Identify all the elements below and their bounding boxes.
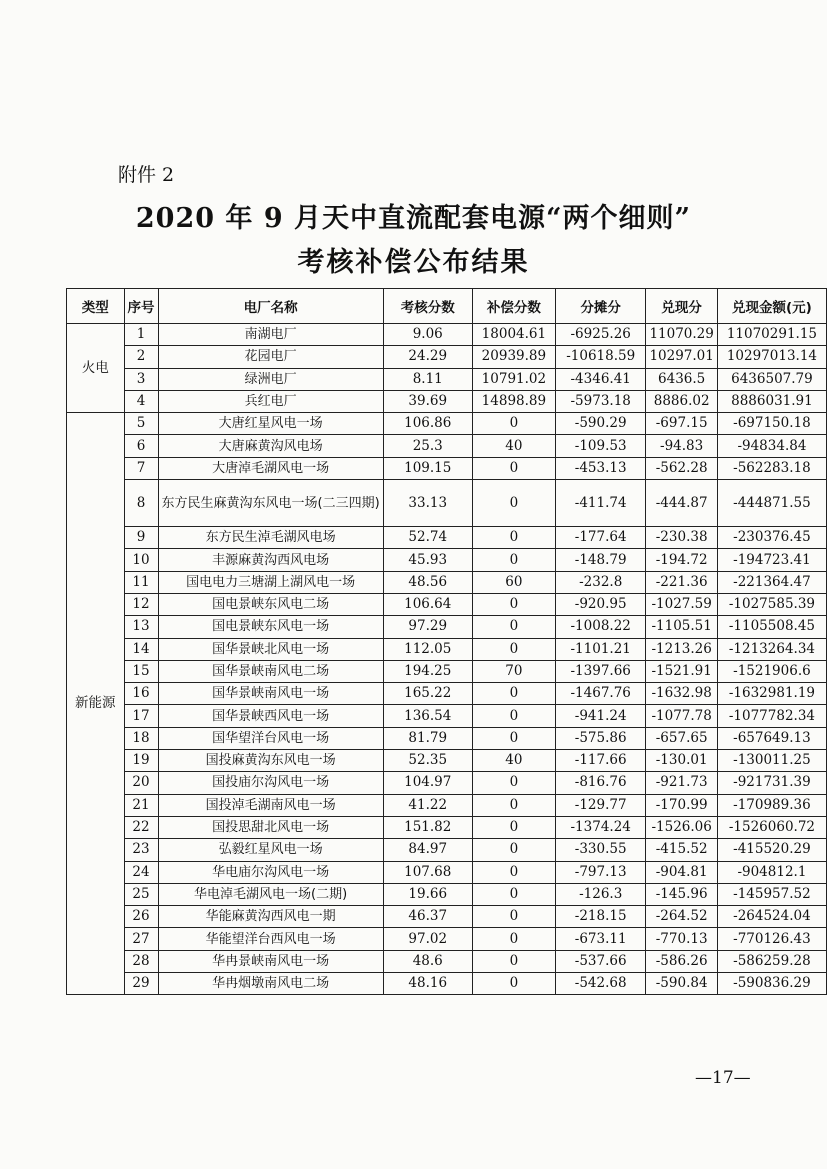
allocation-score: -232.8 (555, 571, 645, 593)
table-row (67, 593, 827, 615)
settlement-score: -590.84 (646, 973, 717, 995)
compensation-score: 0 (472, 906, 555, 928)
settlement-score: -1526.06 (646, 816, 717, 838)
table-header-row (67, 289, 827, 324)
allocation-score: -218.15 (555, 906, 645, 928)
settlement-score: -697.15 (646, 413, 717, 435)
compensation-score: 0 (472, 480, 555, 527)
settlement-amount: -657649.13 (717, 727, 826, 749)
header-compensation-score: 补偿分数 (472, 289, 555, 324)
allocation-score: -537.66 (555, 950, 645, 972)
category-cell: 火电 (67, 324, 125, 413)
assessment-score: 25.3 (383, 435, 472, 457)
table-row (67, 457, 827, 479)
settlement-amount: -264524.04 (717, 906, 826, 928)
settlement-amount: -170989.36 (717, 794, 826, 816)
plant-name: 国投麻黄沟东风电一场 (158, 750, 383, 772)
assessment-score: 9.06 (383, 324, 472, 346)
plant-name: 国华景峡南风电二场 (158, 660, 383, 682)
attachment-label: 附件 2 (118, 164, 175, 186)
allocation-score: -411.74 (555, 480, 645, 527)
table-row (67, 616, 827, 638)
allocation-score: -117.66 (555, 750, 645, 772)
allocation-score: -5973.18 (555, 390, 645, 412)
compensation-score: 0 (472, 883, 555, 905)
compensation-score: 0 (472, 794, 555, 816)
table-row (67, 839, 827, 861)
settlement-amount: 8886031.91 (717, 390, 826, 412)
plant-name: 国华望洋台风电一场 (158, 727, 383, 749)
row-index: 27 (124, 928, 158, 950)
compensation-score: 40 (472, 435, 555, 457)
allocation-score: -6925.26 (555, 324, 645, 346)
table-row (67, 816, 827, 838)
assessment-score: 33.13 (383, 480, 472, 527)
compensation-score: 0 (472, 816, 555, 838)
row-index: 1 (124, 324, 158, 346)
results-table (66, 288, 827, 995)
settlement-amount: -221364.47 (717, 571, 826, 593)
plant-name: 华冉烟墩南风电二场 (158, 973, 383, 995)
settlement-score: -94.83 (646, 435, 717, 457)
allocation-score: -148.79 (555, 549, 645, 571)
settlement-score: 10297.01 (646, 346, 717, 368)
settlement-amount: -586259.28 (717, 950, 826, 972)
header-type: 类型 (67, 289, 125, 324)
header-index: 序号 (124, 289, 158, 324)
assessment-score: 41.22 (383, 794, 472, 816)
assessment-score: 112.05 (383, 638, 472, 660)
plant-name: 绿洲电厂 (158, 368, 383, 390)
settlement-score: -586.26 (646, 950, 717, 972)
assessment-score: 106.86 (383, 413, 472, 435)
compensation-score: 0 (472, 705, 555, 727)
compensation-score: 0 (472, 772, 555, 794)
compensation-score: 14898.89 (472, 390, 555, 412)
settlement-score: 8886.02 (646, 390, 717, 412)
assessment-score: 48.56 (383, 571, 472, 593)
compensation-score: 0 (472, 861, 555, 883)
settlement-amount: -444871.55 (717, 480, 826, 527)
allocation-score: -177.64 (555, 527, 645, 549)
compensation-score: 0 (472, 549, 555, 571)
row-index: 15 (124, 660, 158, 682)
row-index: 24 (124, 861, 158, 883)
table-row (67, 772, 827, 794)
compensation-score: 0 (472, 839, 555, 861)
settlement-amount: -1077782.34 (717, 705, 826, 727)
allocation-score: -1101.21 (555, 638, 645, 660)
assessment-score: 84.97 (383, 839, 472, 861)
settlement-score: -904.81 (646, 861, 717, 883)
row-index: 10 (124, 549, 158, 571)
allocation-score: -797.13 (555, 861, 645, 883)
row-index: 5 (124, 413, 158, 435)
plant-name: 华电淖毛湖风电一场(二期) (158, 883, 383, 905)
settlement-score: -145.96 (646, 883, 717, 905)
settlement-score: -1027.59 (646, 593, 717, 615)
table-row (67, 413, 827, 435)
row-index: 21 (124, 794, 158, 816)
table-row (67, 861, 827, 883)
assessment-score: 136.54 (383, 705, 472, 727)
settlement-score: -1632.98 (646, 683, 717, 705)
plant-name: 东方民生淖毛湖风电场 (158, 527, 383, 549)
table-row (67, 435, 827, 457)
header-allocation-score: 分摊分 (555, 289, 645, 324)
compensation-score: 0 (472, 928, 555, 950)
compensation-score: 0 (472, 593, 555, 615)
plant-name: 大唐红星风电一场 (158, 413, 383, 435)
settlement-amount: -194723.41 (717, 549, 826, 571)
settlement-amount: -145957.52 (717, 883, 826, 905)
plant-name: 国华景峡北风电一场 (158, 638, 383, 660)
table-row (67, 750, 827, 772)
assessment-score: 8.11 (383, 368, 472, 390)
settlement-amount: -562283.18 (717, 457, 826, 479)
settlement-score: -1105.51 (646, 616, 717, 638)
plant-name: 东方民生麻黄沟东风电一场(二三四期) (158, 480, 383, 527)
table-row (67, 705, 827, 727)
plant-name: 国华景峡南风电一场 (158, 683, 383, 705)
settlement-amount: -415520.29 (717, 839, 826, 861)
compensation-score: 10791.02 (472, 368, 555, 390)
assessment-score: 24.29 (383, 346, 472, 368)
allocation-score: -1467.76 (555, 683, 645, 705)
assessment-score: 194.25 (383, 660, 472, 682)
settlement-amount: 6436507.79 (717, 368, 826, 390)
table-row (67, 346, 827, 368)
settlement-amount: -94834.84 (717, 435, 826, 457)
compensation-score: 40 (472, 750, 555, 772)
settlement-score: -415.52 (646, 839, 717, 861)
plant-name: 大唐麻黄沟风电场 (158, 435, 383, 457)
table-row (67, 906, 827, 928)
page-number: —17— (695, 1068, 751, 1088)
settlement-amount: -1027585.39 (717, 593, 826, 615)
row-index: 3 (124, 368, 158, 390)
settlement-amount: -904812.1 (717, 861, 826, 883)
settlement-amount: 10297013.14 (717, 346, 826, 368)
allocation-score: -109.53 (555, 435, 645, 457)
compensation-score: 0 (472, 457, 555, 479)
category-cell: 新能源 (67, 413, 125, 995)
compensation-score: 20939.89 (472, 346, 555, 368)
settlement-amount: -230376.45 (717, 527, 826, 549)
settlement-amount: -1105508.45 (717, 616, 826, 638)
plant-name: 华电庙尔沟风电一场 (158, 861, 383, 883)
settlement-amount: -1521906.6 (717, 660, 826, 682)
allocation-score: -1008.22 (555, 616, 645, 638)
compensation-score: 0 (472, 638, 555, 660)
plant-name: 国华景峡西风电一场 (158, 705, 383, 727)
settlement-score: -130.01 (646, 750, 717, 772)
table-row (67, 727, 827, 749)
allocation-score: -1374.24 (555, 816, 645, 838)
plant-name: 南湖电厂 (158, 324, 383, 346)
assessment-score: 46.37 (383, 906, 472, 928)
compensation-score: 0 (472, 527, 555, 549)
plant-name: 兵红电厂 (158, 390, 383, 412)
assessment-score: 19.66 (383, 883, 472, 905)
table-row (67, 368, 827, 390)
settlement-score: -657.65 (646, 727, 717, 749)
allocation-score: -330.55 (555, 839, 645, 861)
table-row (67, 324, 827, 346)
compensation-score: 0 (472, 616, 555, 638)
row-index: 12 (124, 593, 158, 615)
assessment-score: 81.79 (383, 727, 472, 749)
allocation-score: -590.29 (555, 413, 645, 435)
row-index: 23 (124, 839, 158, 861)
settlement-score: -770.13 (646, 928, 717, 950)
compensation-score: 60 (472, 571, 555, 593)
row-index: 6 (124, 435, 158, 457)
settlement-amount: -697150.18 (717, 413, 826, 435)
plant-name: 国投思甜北风电一场 (158, 816, 383, 838)
plant-name: 国电电力三塘湖上湖风电一场 (158, 571, 383, 593)
plant-name: 国投庙尔沟风电一场 (158, 772, 383, 794)
table-row (67, 794, 827, 816)
compensation-score: 0 (472, 950, 555, 972)
plant-name: 弘毅红星风电一场 (158, 839, 383, 861)
settlement-score: 11070.29 (646, 324, 717, 346)
allocation-score: -10618.59 (555, 346, 645, 368)
row-index: 18 (124, 727, 158, 749)
settlement-amount: -770126.43 (717, 928, 826, 950)
assessment-score: 97.02 (383, 928, 472, 950)
table-row (67, 571, 827, 593)
settlement-score: 6436.5 (646, 368, 717, 390)
allocation-score: -816.76 (555, 772, 645, 794)
row-index: 29 (124, 973, 158, 995)
row-index: 20 (124, 772, 158, 794)
row-index: 4 (124, 390, 158, 412)
assessment-score: 48.16 (383, 973, 472, 995)
settlement-score: -1213.26 (646, 638, 717, 660)
plant-name: 国投淖毛湖南风电一场 (158, 794, 383, 816)
row-index: 11 (124, 571, 158, 593)
allocation-score: -453.13 (555, 457, 645, 479)
row-index: 8 (124, 480, 158, 527)
row-index: 26 (124, 906, 158, 928)
row-index: 16 (124, 683, 158, 705)
row-index: 13 (124, 616, 158, 638)
document-subtitle: 考核补偿公布结果 (297, 247, 530, 278)
table-row (67, 973, 827, 995)
table-row (67, 928, 827, 950)
assessment-score: 52.35 (383, 750, 472, 772)
table-row (67, 683, 827, 705)
plant-name: 国电景峡东风电一场 (158, 616, 383, 638)
allocation-score: -1397.66 (555, 660, 645, 682)
allocation-score: -126.3 (555, 883, 645, 905)
assessment-score: 97.29 (383, 616, 472, 638)
plant-name: 华冉景峡南风电一场 (158, 950, 383, 972)
table-row (67, 527, 827, 549)
header-settlement-amount: 兑现金额(元) (717, 289, 826, 324)
row-index: 2 (124, 346, 158, 368)
compensation-score: 0 (472, 683, 555, 705)
assessment-score: 104.97 (383, 772, 472, 794)
settlement-amount: -1213264.34 (717, 638, 826, 660)
settlement-amount: -1526060.72 (717, 816, 826, 838)
settlement-score: -194.72 (646, 549, 717, 571)
compensation-score: 0 (472, 727, 555, 749)
allocation-score: -4346.41 (555, 368, 645, 390)
settlement-amount: -590836.29 (717, 973, 826, 995)
assessment-score: 151.82 (383, 816, 472, 838)
row-index: 19 (124, 750, 158, 772)
settlement-score: -170.99 (646, 794, 717, 816)
compensation-score: 70 (472, 660, 555, 682)
settlement-amount: -130011.25 (717, 750, 826, 772)
header-plant-name: 电厂名称 (158, 289, 383, 324)
settlement-score: -1521.91 (646, 660, 717, 682)
row-index: 7 (124, 457, 158, 479)
assessment-score: 106.64 (383, 593, 472, 615)
assessment-score: 165.22 (383, 683, 472, 705)
allocation-score: -575.86 (555, 727, 645, 749)
plant-name: 华能望洋台西风电一场 (158, 928, 383, 950)
allocation-score: -673.11 (555, 928, 645, 950)
settlement-score: -444.87 (646, 480, 717, 527)
compensation-score: 0 (472, 973, 555, 995)
settlement-score: -921.73 (646, 772, 717, 794)
document-title: 2020 年 9 月天中直流配套电源“两个细则” (135, 203, 692, 234)
compensation-score: 18004.61 (472, 324, 555, 346)
allocation-score: -129.77 (555, 794, 645, 816)
plant-name: 大唐淖毛湖风电一场 (158, 457, 383, 479)
assessment-score: 45.93 (383, 549, 472, 571)
settlement-amount: 11070291.15 (717, 324, 826, 346)
row-index: 9 (124, 527, 158, 549)
settlement-score: -264.52 (646, 906, 717, 928)
plant-name: 丰源麻黄沟西风电场 (158, 549, 383, 571)
table-row (67, 638, 827, 660)
allocation-score: -920.95 (555, 593, 645, 615)
row-index: 17 (124, 705, 158, 727)
table-row (67, 660, 827, 682)
table-row (67, 390, 827, 412)
row-index: 25 (124, 883, 158, 905)
allocation-score: -941.24 (555, 705, 645, 727)
assessment-score: 107.68 (383, 861, 472, 883)
assessment-score: 52.74 (383, 527, 472, 549)
row-index: 22 (124, 816, 158, 838)
header-assessment-score: 考核分数 (383, 289, 472, 324)
assessment-score: 48.6 (383, 950, 472, 972)
row-index: 14 (124, 638, 158, 660)
plant-name: 华能麻黄沟西风电一期 (158, 906, 383, 928)
row-index: 28 (124, 950, 158, 972)
assessment-score: 39.69 (383, 390, 472, 412)
allocation-score: -542.68 (555, 973, 645, 995)
header-settlement-score: 兑现分 (646, 289, 717, 324)
settlement-score: -562.28 (646, 457, 717, 479)
table-row (67, 950, 827, 972)
settlement-score: -230.38 (646, 527, 717, 549)
settlement-score: -221.36 (646, 571, 717, 593)
compensation-score: 0 (472, 413, 555, 435)
settlement-score: -1077.78 (646, 705, 717, 727)
assessment-score: 109.15 (383, 457, 472, 479)
settlement-amount: -921731.39 (717, 772, 826, 794)
settlement-amount: -1632981.19 (717, 683, 826, 705)
table-row (67, 549, 827, 571)
table-row (67, 480, 827, 527)
plant-name: 国电景峡东风电二场 (158, 593, 383, 615)
plant-name: 花园电厂 (158, 346, 383, 368)
table-row (67, 883, 827, 905)
